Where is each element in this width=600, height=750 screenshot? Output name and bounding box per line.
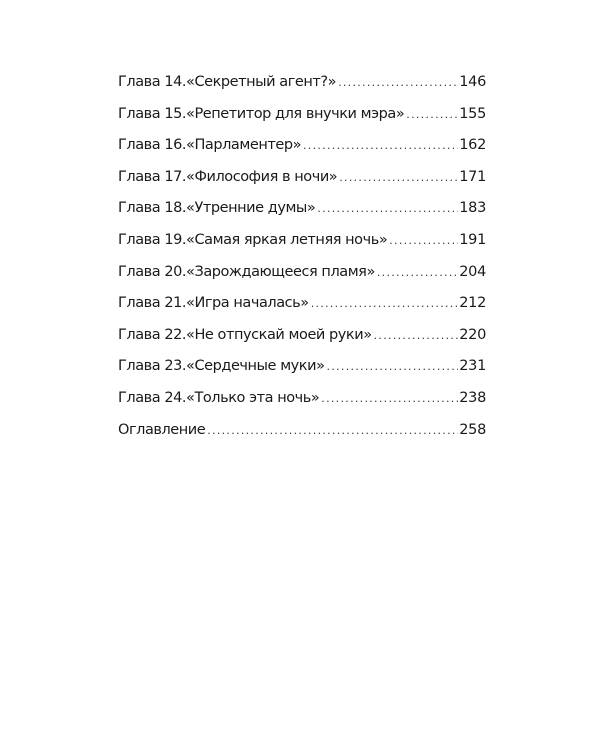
- dot-leader: [317, 198, 458, 219]
- chapter-title: «Зарождающееся пламя»: [186, 263, 375, 280]
- toc-entry-contents: [118, 420, 486, 452]
- chapter-label: Глава 20.: [118, 263, 187, 280]
- dot-leader: [321, 388, 458, 409]
- chapter-title: «Утренние думы»: [186, 200, 316, 217]
- dot-leader: [377, 262, 458, 283]
- page-number: 204: [459, 263, 486, 280]
- dot-leader: [303, 135, 458, 156]
- toc-entry: [118, 388, 486, 420]
- table-of-contents: [118, 72, 486, 451]
- toc-entry: [118, 104, 486, 136]
- chapter-label: Глава 18.: [118, 200, 187, 217]
- dot-leader: [207, 420, 458, 441]
- chapter-label: Глава 21.: [118, 295, 187, 312]
- chapter-label: Глава 15.: [118, 105, 187, 122]
- toc-entry: [118, 72, 486, 104]
- chapter-title: «Самая яркая летняя ночь»: [186, 231, 388, 248]
- page-number: 146: [459, 74, 486, 90]
- toc-entry: [118, 135, 486, 167]
- toc-entry: [118, 230, 486, 262]
- page-number: 212: [459, 295, 486, 312]
- dot-leader: [389, 230, 458, 251]
- contents-title: Оглавление: [118, 421, 206, 438]
- chapter-title: «Философия в ночи»: [186, 168, 338, 185]
- page-number: 155: [459, 105, 486, 122]
- chapter-title: «Парламентер»: [186, 137, 301, 154]
- chapter-title: «Секретный агент?»: [186, 74, 337, 90]
- chapter-title: «Не отпускай моей руки»: [186, 326, 372, 343]
- page-number: 191: [459, 231, 486, 248]
- page-number: 220: [459, 326, 486, 343]
- page-number: 171: [459, 168, 486, 185]
- chapter-label: Глава 23.: [118, 358, 187, 375]
- page-number: 231: [459, 358, 486, 375]
- toc-entry: [118, 167, 486, 199]
- dot-leader: [338, 72, 458, 93]
- chapter-label: Глава 22.: [118, 326, 187, 343]
- toc-entry: [118, 356, 486, 388]
- chapter-label: Глава 17.: [118, 168, 187, 185]
- chapter-title: «Сердечные муки»: [186, 358, 325, 375]
- dot-leader: [339, 167, 458, 188]
- chapter-title: «Игра началась»: [186, 295, 309, 312]
- page-number: 258: [459, 421, 486, 438]
- toc-entry: [118, 198, 486, 230]
- toc-entry: [118, 262, 486, 294]
- dot-leader: [327, 356, 459, 377]
- chapter-title: «Только эта ночь»: [186, 389, 320, 406]
- chapter-label: Глава 19.: [118, 231, 187, 248]
- chapter-label: Глава 24.: [118, 389, 187, 406]
- toc-entry: [118, 325, 486, 357]
- toc-entry: [118, 293, 486, 325]
- dot-leader: [406, 104, 458, 125]
- page-number: 183: [459, 200, 486, 217]
- dot-leader: [311, 293, 459, 314]
- dot-leader: [374, 325, 459, 346]
- chapter-title: «Репетитор для внучки мэра»: [186, 105, 405, 122]
- chapter-label: Глава 14.: [118, 74, 187, 90]
- chapter-label: Глава 16.: [118, 137, 187, 154]
- page-number: 238: [459, 389, 486, 406]
- page-number: 162: [459, 137, 486, 154]
